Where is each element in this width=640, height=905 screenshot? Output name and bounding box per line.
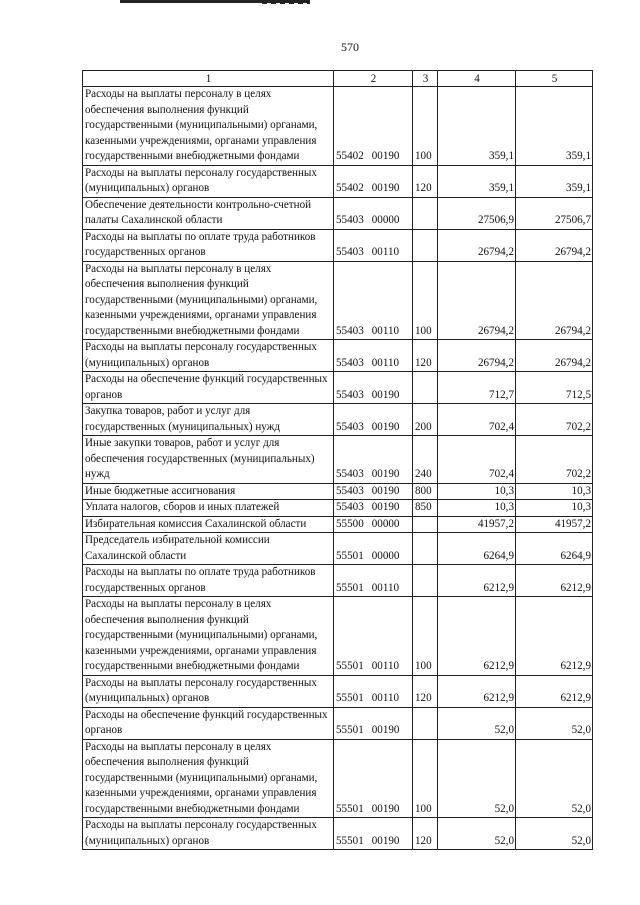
direction-code: 00110 [371, 356, 400, 369]
program-code: 55403 [336, 324, 364, 337]
row-amount-col4: 359,1 [438, 165, 516, 197]
direction-code: 00190 [371, 501, 400, 513]
program-code: 55402 [336, 150, 364, 162]
row-expense-type [413, 533, 438, 565]
direction-code: 00110 [371, 660, 400, 672]
direction-code: 00000 [371, 214, 400, 226]
row-amount-col5: 6264,9 [516, 533, 593, 565]
row-amount-col5: 52,0 [516, 707, 593, 739]
table-row [83, 404, 593, 436]
row-expense-type [413, 565, 438, 597]
program-code: 55501 [336, 549, 364, 562]
table-row [83, 261, 593, 340]
row-target-code [334, 565, 413, 597]
row-amount-col4: 6212,9 [438, 597, 516, 676]
row-target-code [334, 483, 413, 500]
row-name: Закупка товаров, работ и услуг для государственных (муниципальных) нужд [83, 404, 334, 436]
row-target-code [334, 675, 413, 707]
direction-code: 00110 [371, 246, 400, 258]
header-rule-dots [262, 0, 310, 4]
row-name: Обеспечение деятельности контрольно-счетной палаты Сахалинской области [83, 197, 334, 229]
program-code: 55403 [336, 246, 364, 258]
row-expense-type [413, 372, 438, 404]
row-target-code [334, 436, 413, 484]
row-expense-type: 100 [413, 597, 438, 676]
row-amount-col5: 26794,2 [516, 229, 593, 261]
row-amount-col5: 52,0 [516, 818, 593, 850]
row-expense-type: 800 [413, 483, 438, 500]
direction-code: 00190 [371, 802, 400, 815]
row-amount-col4: 10,3 [438, 500, 516, 517]
row-amount-col4: 52,0 [438, 707, 516, 739]
table-row [83, 597, 593, 676]
row-amount-col4: 6212,9 [438, 675, 516, 707]
row-expense-type: 200 [413, 404, 438, 436]
row-amount-col5: 52,0 [516, 739, 593, 818]
row-name: Расходы на обеспечение функций государственных органов [83, 707, 334, 739]
direction-code: 00190 [371, 484, 400, 497]
program-code: 55402 [336, 182, 364, 194]
row-amount-col5: 41957,2 [516, 516, 593, 533]
row-amount-col4: 6264,9 [438, 533, 516, 565]
row-amount-col5: 6212,9 [516, 565, 593, 597]
direction-code: 00190 [371, 182, 400, 194]
row-name: Председатель избирательной комиссии Сахалинской области [83, 533, 334, 565]
program-code: 55501 [336, 802, 364, 815]
direction-code: 00190 [371, 150, 400, 162]
table-row [83, 675, 593, 707]
row-expense-type: 120 [413, 165, 438, 197]
program-code: 55501 [336, 581, 364, 594]
table-row [83, 197, 593, 229]
row-expense-type: 120 [413, 675, 438, 707]
row-amount-col5: 27506,7 [516, 197, 593, 229]
row-amount-col5: 359,1 [516, 87, 593, 166]
direction-code: 00190 [371, 420, 400, 433]
row-amount-col4: 52,0 [438, 739, 516, 818]
program-code: 55403 [336, 468, 364, 480]
row-amount-col4: 10,3 [438, 483, 516, 500]
row-expense-type: 240 [413, 436, 438, 484]
row-amount-col4: 26794,2 [438, 261, 516, 340]
direction-code: 00190 [371, 834, 400, 847]
row-amount-col5: 26794,2 [516, 340, 593, 372]
row-target-code [334, 165, 413, 197]
row-name: Расходы на обеспечение функций государственных органов [83, 372, 334, 404]
row-amount-col5: 6212,9 [516, 597, 593, 676]
program-code: 55403 [336, 501, 364, 513]
row-expense-type: 100 [413, 87, 438, 166]
row-target-code [334, 229, 413, 261]
table-row [83, 707, 593, 739]
row-expense-type: 120 [413, 818, 438, 850]
row-target-code [334, 597, 413, 676]
table-row [83, 818, 593, 850]
program-code: 55501 [336, 692, 364, 704]
row-amount-col5: 702,2 [516, 404, 593, 436]
row-target-code [334, 500, 413, 517]
program-code: 55501 [336, 660, 364, 672]
table-body [83, 87, 593, 850]
table-row [83, 372, 593, 404]
table-row [83, 87, 593, 166]
program-code: 55501 [336, 834, 364, 847]
row-amount-col4: 26794,2 [438, 340, 516, 372]
row-expense-type: 100 [413, 261, 438, 340]
table-row [83, 340, 593, 372]
row-amount-col5: 702,2 [516, 436, 593, 484]
page-number: 570 [341, 40, 359, 54]
row-name: Избирательная комиссия Сахалинской области [83, 516, 334, 533]
row-amount-col4: 41957,2 [438, 516, 516, 533]
program-code: 55403 [336, 356, 364, 369]
row-expense-type [413, 516, 438, 533]
row-amount-col5: 10,3 [516, 500, 593, 517]
row-name: Расходы на выплаты персоналу государственных (муниципальных) органов [83, 818, 334, 850]
direction-code: 00000 [371, 549, 400, 562]
row-name: Расходы на выплаты по оплате труда работников государственных органов [83, 229, 334, 261]
row-expense-type [413, 707, 438, 739]
row-target-code [334, 87, 413, 166]
table-row [83, 229, 593, 261]
row-expense-type: 850 [413, 500, 438, 517]
table-row [83, 533, 593, 565]
direction-code: 00000 [371, 517, 400, 530]
direction-code: 00110 [371, 324, 400, 337]
table-row [83, 565, 593, 597]
row-target-code [334, 197, 413, 229]
row-name: Расходы на выплаты персоналу государственных (муниципальных) органов [83, 340, 334, 372]
row-amount-col4: 52,0 [438, 818, 516, 850]
table-header-row [83, 71, 593, 87]
row-name: Расходы на выплаты персоналу в целях обеспечения выполнения функций государственными (муниципальными) органами, казенными учреждениями, органами управления государственными внебюджетными фондами [83, 597, 334, 676]
column-header: 4 [438, 71, 516, 87]
direction-code: 00110 [371, 692, 400, 704]
row-name: Иные закупки товаров, работ и услуг для обеспечения государственных (муниципальных) нужд [83, 436, 334, 484]
direction-code: 00190 [371, 724, 400, 736]
row-target-code [334, 340, 413, 372]
program-code: 55403 [336, 420, 364, 433]
row-name: Расходы на выплаты персоналу в целях обеспечения выполнения функций государственными (муниципальными) органами, казенными учреждениями, органами управления государственными внебюджетными фондами [83, 739, 334, 818]
row-target-code [334, 516, 413, 533]
direction-code: 00190 [371, 468, 400, 480]
row-amount-col5: 26794,2 [516, 261, 593, 340]
direction-code: 00110 [371, 581, 400, 594]
direction-code: 00190 [371, 388, 400, 401]
row-target-code [334, 261, 413, 340]
row-target-code [334, 739, 413, 818]
row-amount-col4: 6212,9 [438, 565, 516, 597]
row-amount-col4: 702,4 [438, 404, 516, 436]
row-expense-type: 120 [413, 340, 438, 372]
row-amount-col5: 6212,9 [516, 675, 593, 707]
table-row [83, 516, 593, 533]
row-name: Расходы на выплаты персоналу государственных (муниципальных) органов [83, 675, 334, 707]
program-code: 55500 [336, 517, 364, 530]
row-amount-col4: 359,1 [438, 87, 516, 166]
row-expense-type: 100 [413, 739, 438, 818]
budget-table [82, 70, 593, 850]
column-header: 3 [413, 71, 438, 87]
row-target-code [334, 533, 413, 565]
row-target-code [334, 404, 413, 436]
table-row [83, 483, 593, 500]
row-amount-col4: 712,7 [438, 372, 516, 404]
program-code: 55403 [336, 388, 364, 401]
program-code: 55403 [336, 214, 364, 226]
row-target-code [334, 818, 413, 850]
table-row [83, 436, 593, 484]
table-row [83, 165, 593, 197]
row-expense-type [413, 229, 438, 261]
row-amount-col5: 10,3 [516, 483, 593, 500]
row-target-code [334, 707, 413, 739]
row-name: Иные бюджетные ассигнования [83, 483, 334, 500]
program-code: 55403 [336, 484, 364, 497]
row-name: Уплата налогов, сборов и иных платежей [83, 500, 334, 517]
row-target-code [334, 372, 413, 404]
row-amount-col4: 26794,2 [438, 229, 516, 261]
row-amount-col5: 359,1 [516, 165, 593, 197]
column-header: 2 [334, 71, 413, 87]
row-amount-col4: 702,4 [438, 436, 516, 484]
row-name: Расходы на выплаты персоналу государственных (муниципальных) органов [83, 165, 334, 197]
row-amount-col4: 27506,9 [438, 197, 516, 229]
row-amount-col5: 712,5 [516, 372, 593, 404]
row-name: Расходы на выплаты персоналу в целях обеспечения выполнения функций государственными (муниципальными) органами, казенными учреждениями, органами управления государственными внебюджетными фондами [83, 261, 334, 340]
row-name: Расходы на выплаты персоналу в целях обеспечения выполнения функций государственными (муниципальными) органами, казенными учреждениями, органами управления государственными внебюджетными фондами [83, 87, 334, 166]
row-name: Расходы на выплаты по оплате труда работников государственных органов [83, 565, 334, 597]
column-header: 1 [83, 71, 334, 87]
row-expense-type [413, 197, 438, 229]
table-row [83, 500, 593, 517]
column-header: 5 [516, 71, 593, 87]
table-row [83, 739, 593, 818]
program-code: 55501 [336, 724, 364, 736]
